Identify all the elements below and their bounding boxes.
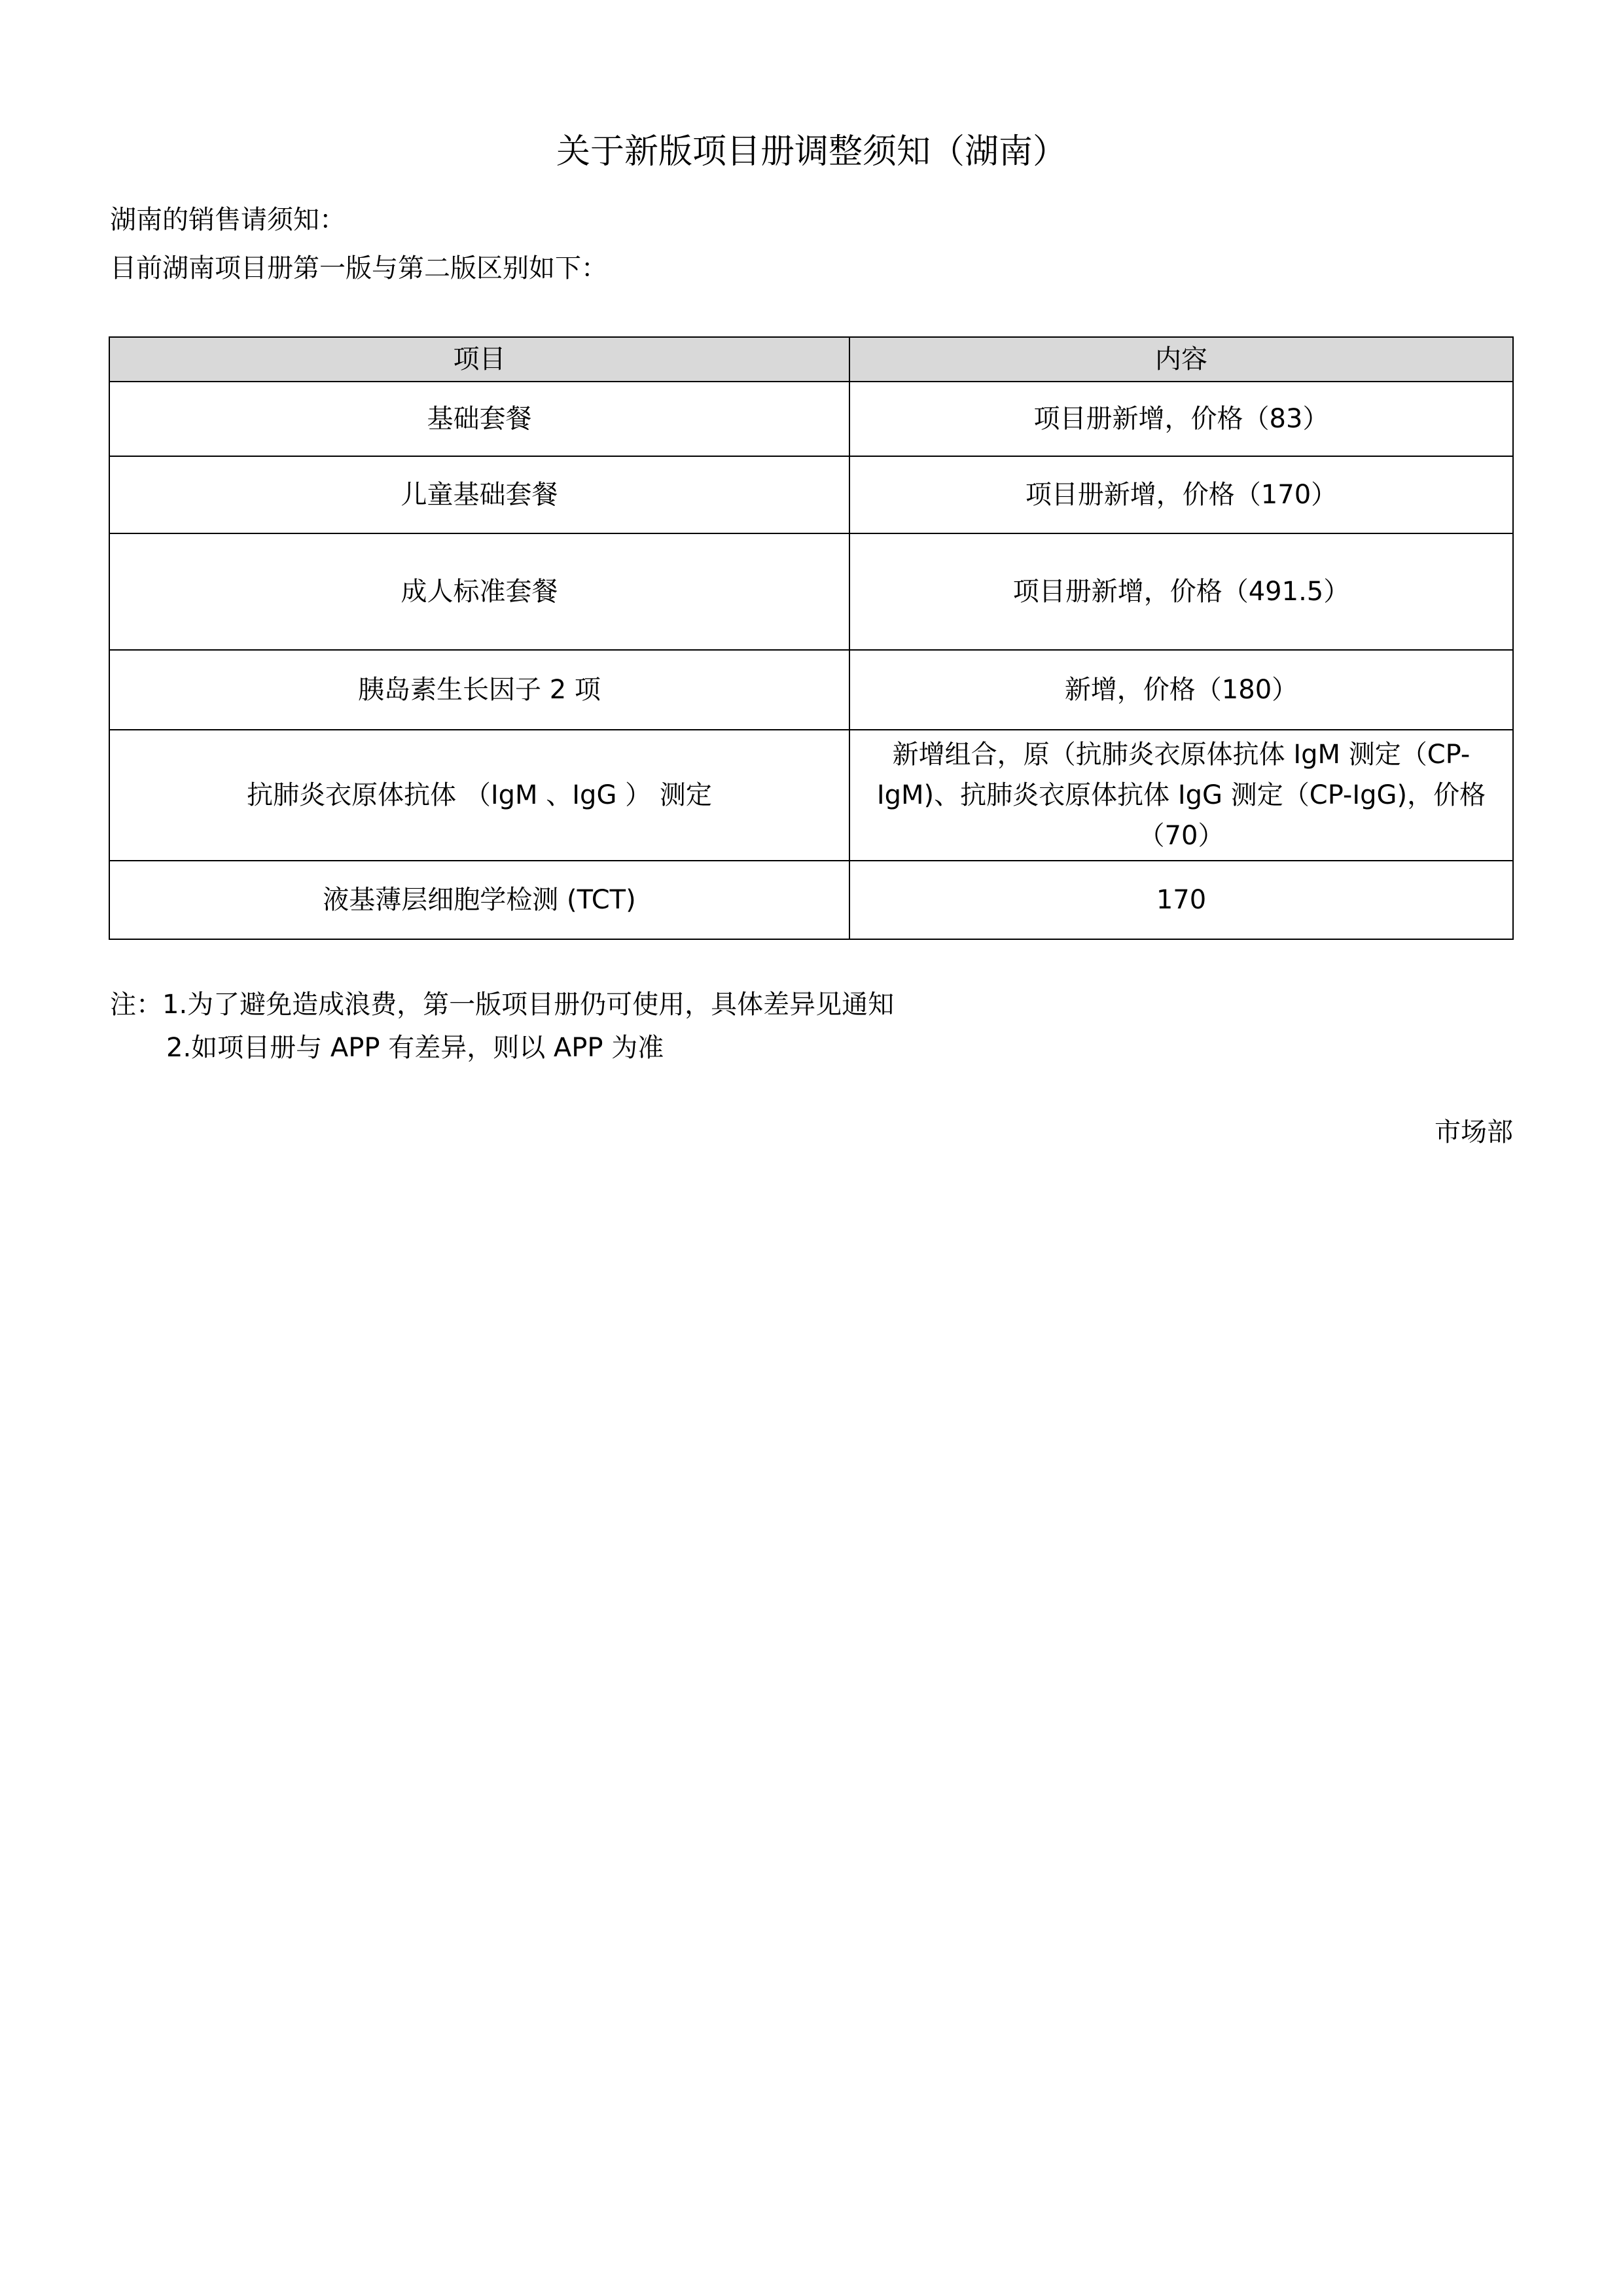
notes-section (110, 983, 894, 1069)
intro-line-2: 目前湖南项目册第一版与第二版区别如下： (110, 253, 607, 283)
intro-line-1: 湖南的销售请须知： (110, 205, 346, 235)
signature-department: 市场部 (1435, 1117, 1513, 1147)
table-row (109, 456, 1513, 533)
table-row (109, 650, 1513, 730)
row-content: 项目册新增，价格（170） (849, 456, 1513, 533)
row-content: 项目册新增，价格（491.5） (849, 533, 1513, 650)
note-line-2: 2.如项目册与 APP 有差异，则以 APP 为准 (166, 1033, 664, 1063)
row-item: 抗肺炎衣原体抗体 （IgM 、IgG ） 测定 (109, 730, 849, 861)
row-item: 基础套餐 (109, 382, 849, 456)
row-item: 液基薄层细胞学检测 (TCT) (109, 861, 849, 939)
row-content: 项目册新增，价格（83） (849, 382, 1513, 456)
row-item: 胰岛素生长因子 2 项 (109, 650, 849, 730)
header-content: 内容 (849, 337, 1513, 382)
note-line-1: 注：1.为了避免造成浪费，第一版项目册仍可使用，具体差异见通知 (110, 990, 895, 1020)
document-title: 关于新版项目册调整须知（湖南） (556, 132, 1067, 171)
row-item: 成人标准套餐 (109, 533, 849, 650)
table-row (109, 730, 1513, 861)
row-content: 新增组合，原（抗肺炎衣原体抗体 IgM 测定（CP-IgM)、抗肺炎衣原体抗体 IgG 测定（CP-IgG)，价格（70） (849, 730, 1513, 861)
row-content: 新增，价格（180） (849, 650, 1513, 730)
table-row (109, 861, 1513, 939)
header-item: 项目 (109, 337, 849, 382)
row-content: 170 (849, 861, 1513, 939)
table-row (109, 382, 1513, 456)
table-header-row (109, 337, 1513, 382)
row-item: 儿童基础套餐 (109, 456, 849, 533)
version-difference-table (109, 336, 1514, 940)
table-row (109, 533, 1513, 650)
